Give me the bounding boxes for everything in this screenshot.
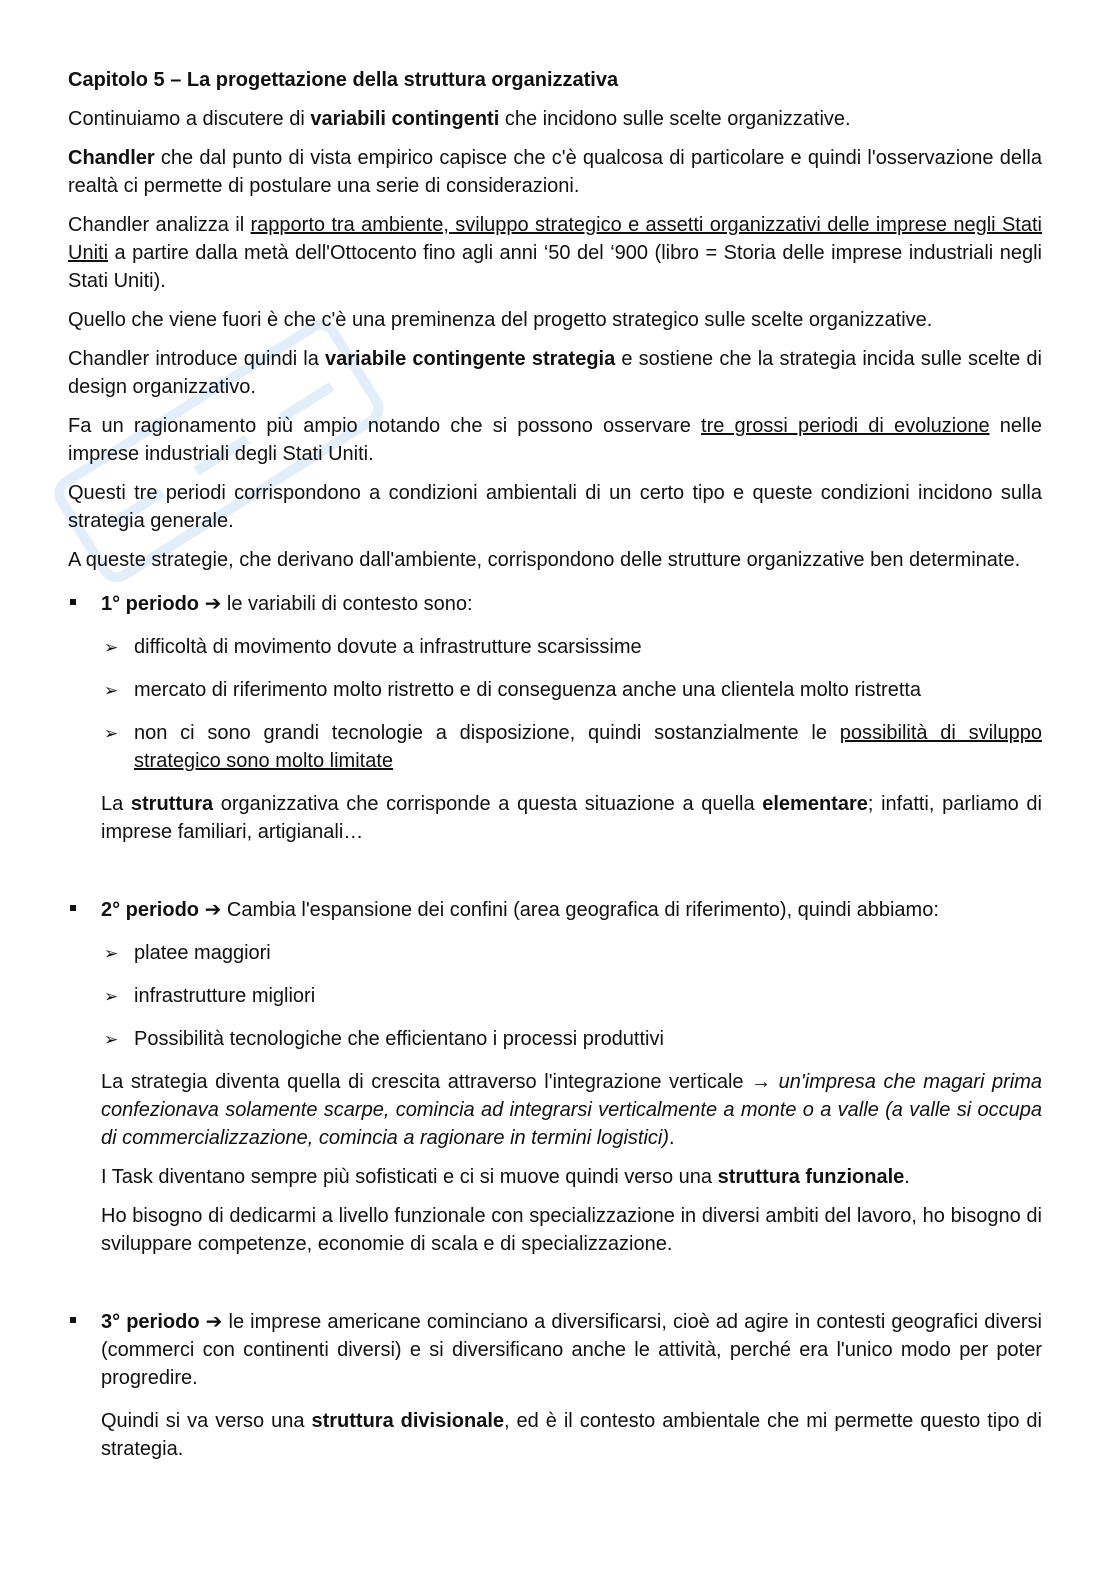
period-2-strategy: La strategia diventa quella di crescita attraverso l'integrazione verticale → un'impresa che magari prima confezionava solamente scarpe, comincia ad integrarsi verticalmente a monte o a valle (a valle si occupa di commercializzazione, comincia a ragionare in termini logistici). [101, 1071, 1042, 1149]
paragraph-structures: A queste strategie, che derivano dall'ambiente, corrispondono delle strutture organizzative ben determinate. [68, 549, 1021, 571]
arrow-icon: ➔ [204, 591, 222, 615]
paragraph-chandler: Chandler che dal punto di vista empirico capisce che c'è qualcosa di particolare e quindi l'osservazione della realtà ci permette di postulare una serie di considerazioni. [68, 147, 1042, 197]
paragraph-chandler-analysis: Chandler analizza il rapporto tra ambiente, sviluppo strategico e assetti organizzativi delle imprese negli Stati Uniti a partire dalla metà dell'Ottocento fino agli anni ‘50 del ‘900 (libro = Storia delle imprese industriali negli Stati Uniti). [68, 214, 1042, 292]
period-3-conclusion: Quindi si va verso una struttura divisionale, ed è il contesto ambientale che mi permette questo tipo di strategia. [101, 1410, 1042, 1460]
period-1-item: ➢ mercato di riferimento molto ristretto e di conseguenza anche una clientela molto ristretta [68, 676, 1042, 704]
period-1-conclusion: La struttura organizzativa che corrisponde a questa situazione a quella elementare; infatti, parliamo di imprese familiari, artigianali… [101, 793, 1042, 843]
arrow-icon: ➔ [204, 897, 222, 921]
bullet-square-icon [70, 599, 76, 605]
period-2-item: ➢ infrastrutture migliori [68, 982, 1042, 1010]
period-1-item: ➢ difficoltà di movimento dovute a infrastrutture scarsissime [68, 633, 1042, 661]
arrowhead-bullet-icon: ➢ [104, 987, 119, 1007]
period-3-heading: 3° periodo ➔ le imprese americane cominciano a diversificarsi, cioè ad agire in contesti geografici diversi (commerci con continenti diversi) e si diversificano anche le attività, perché era l'unico modo per poter progredire. [68, 1307, 1042, 1392]
period-2-item: ➢ platee maggiori [68, 939, 1042, 967]
period-2-item: ➢ Possibilità tecnologiche che efficientano i processi produttivi [68, 1025, 1042, 1053]
period-2-heading: 2° periodo ➔ Cambia l'espansione dei confini (area geografica di riferimento), quindi abbiamo: [68, 895, 1042, 924]
paragraph-strategy-variable: Chandler introduce quindi la variabile contingente strategia e sostiene che la strategia incida sulle scelte di design organizzativo. [68, 348, 1042, 398]
period-1-heading: 1° periodo ➔ le variabili di contesto sono: [68, 589, 1042, 618]
arrowhead-bullet-icon: ➢ [104, 724, 119, 744]
arrowhead-bullet-icon: ➢ [104, 1030, 119, 1050]
arrowhead-bullet-icon: ➢ [104, 681, 119, 701]
paragraph-three-periods: Fa un ragionamento più ampio notando che si possono osservare tre grossi periodi di evoluzione nelle imprese industriali degli Stati Uniti. [68, 415, 1042, 465]
spacer [68, 1269, 1042, 1307]
bullet-square-icon [70, 905, 76, 911]
paragraph-conditions: Questi tre periodi corrispondono a condizioni ambientali di un certo tipo e queste condizioni incidono sulla strategia generale. [68, 482, 1042, 532]
paragraph-intro: Continuiamo a discutere di variabili contingenti che incidono sulle scelte organizzative. [68, 108, 851, 130]
period-2-task: I Task diventano sempre più sofisticati e ci si muove quindi verso una struttura funzionale. [101, 1166, 910, 1188]
document-page [68, 64, 1042, 1474]
arrow-icon: → [751, 1071, 772, 1093]
period-2-need: Ho bisogno di dedicarmi a livello funzionale con specializzazione in diversi ambiti del lavoro, ho bisogno di sviluppare competenze, economie di scala e di specializzazione. [101, 1205, 1042, 1255]
spacer [68, 857, 1042, 895]
arrowhead-bullet-icon: ➢ [104, 944, 119, 964]
period-1-item: ➢ non ci sono grandi tecnologie a disposizione, quindi sostanzialmente le possibilità di sviluppo strategico sono molto limitate [104, 722, 1042, 772]
chapter-title: Capitolo 5 – La progettazione della struttura organizzativa [68, 69, 619, 91]
bullet-square-icon [70, 1317, 76, 1323]
paragraph-preminence: Quello che viene fuori è che c'è una preminenza del progetto strategico sulle scelte organizzative. [68, 309, 933, 331]
arrow-icon: ➔ [205, 1309, 223, 1333]
arrowhead-bullet-icon: ➢ [104, 638, 119, 658]
